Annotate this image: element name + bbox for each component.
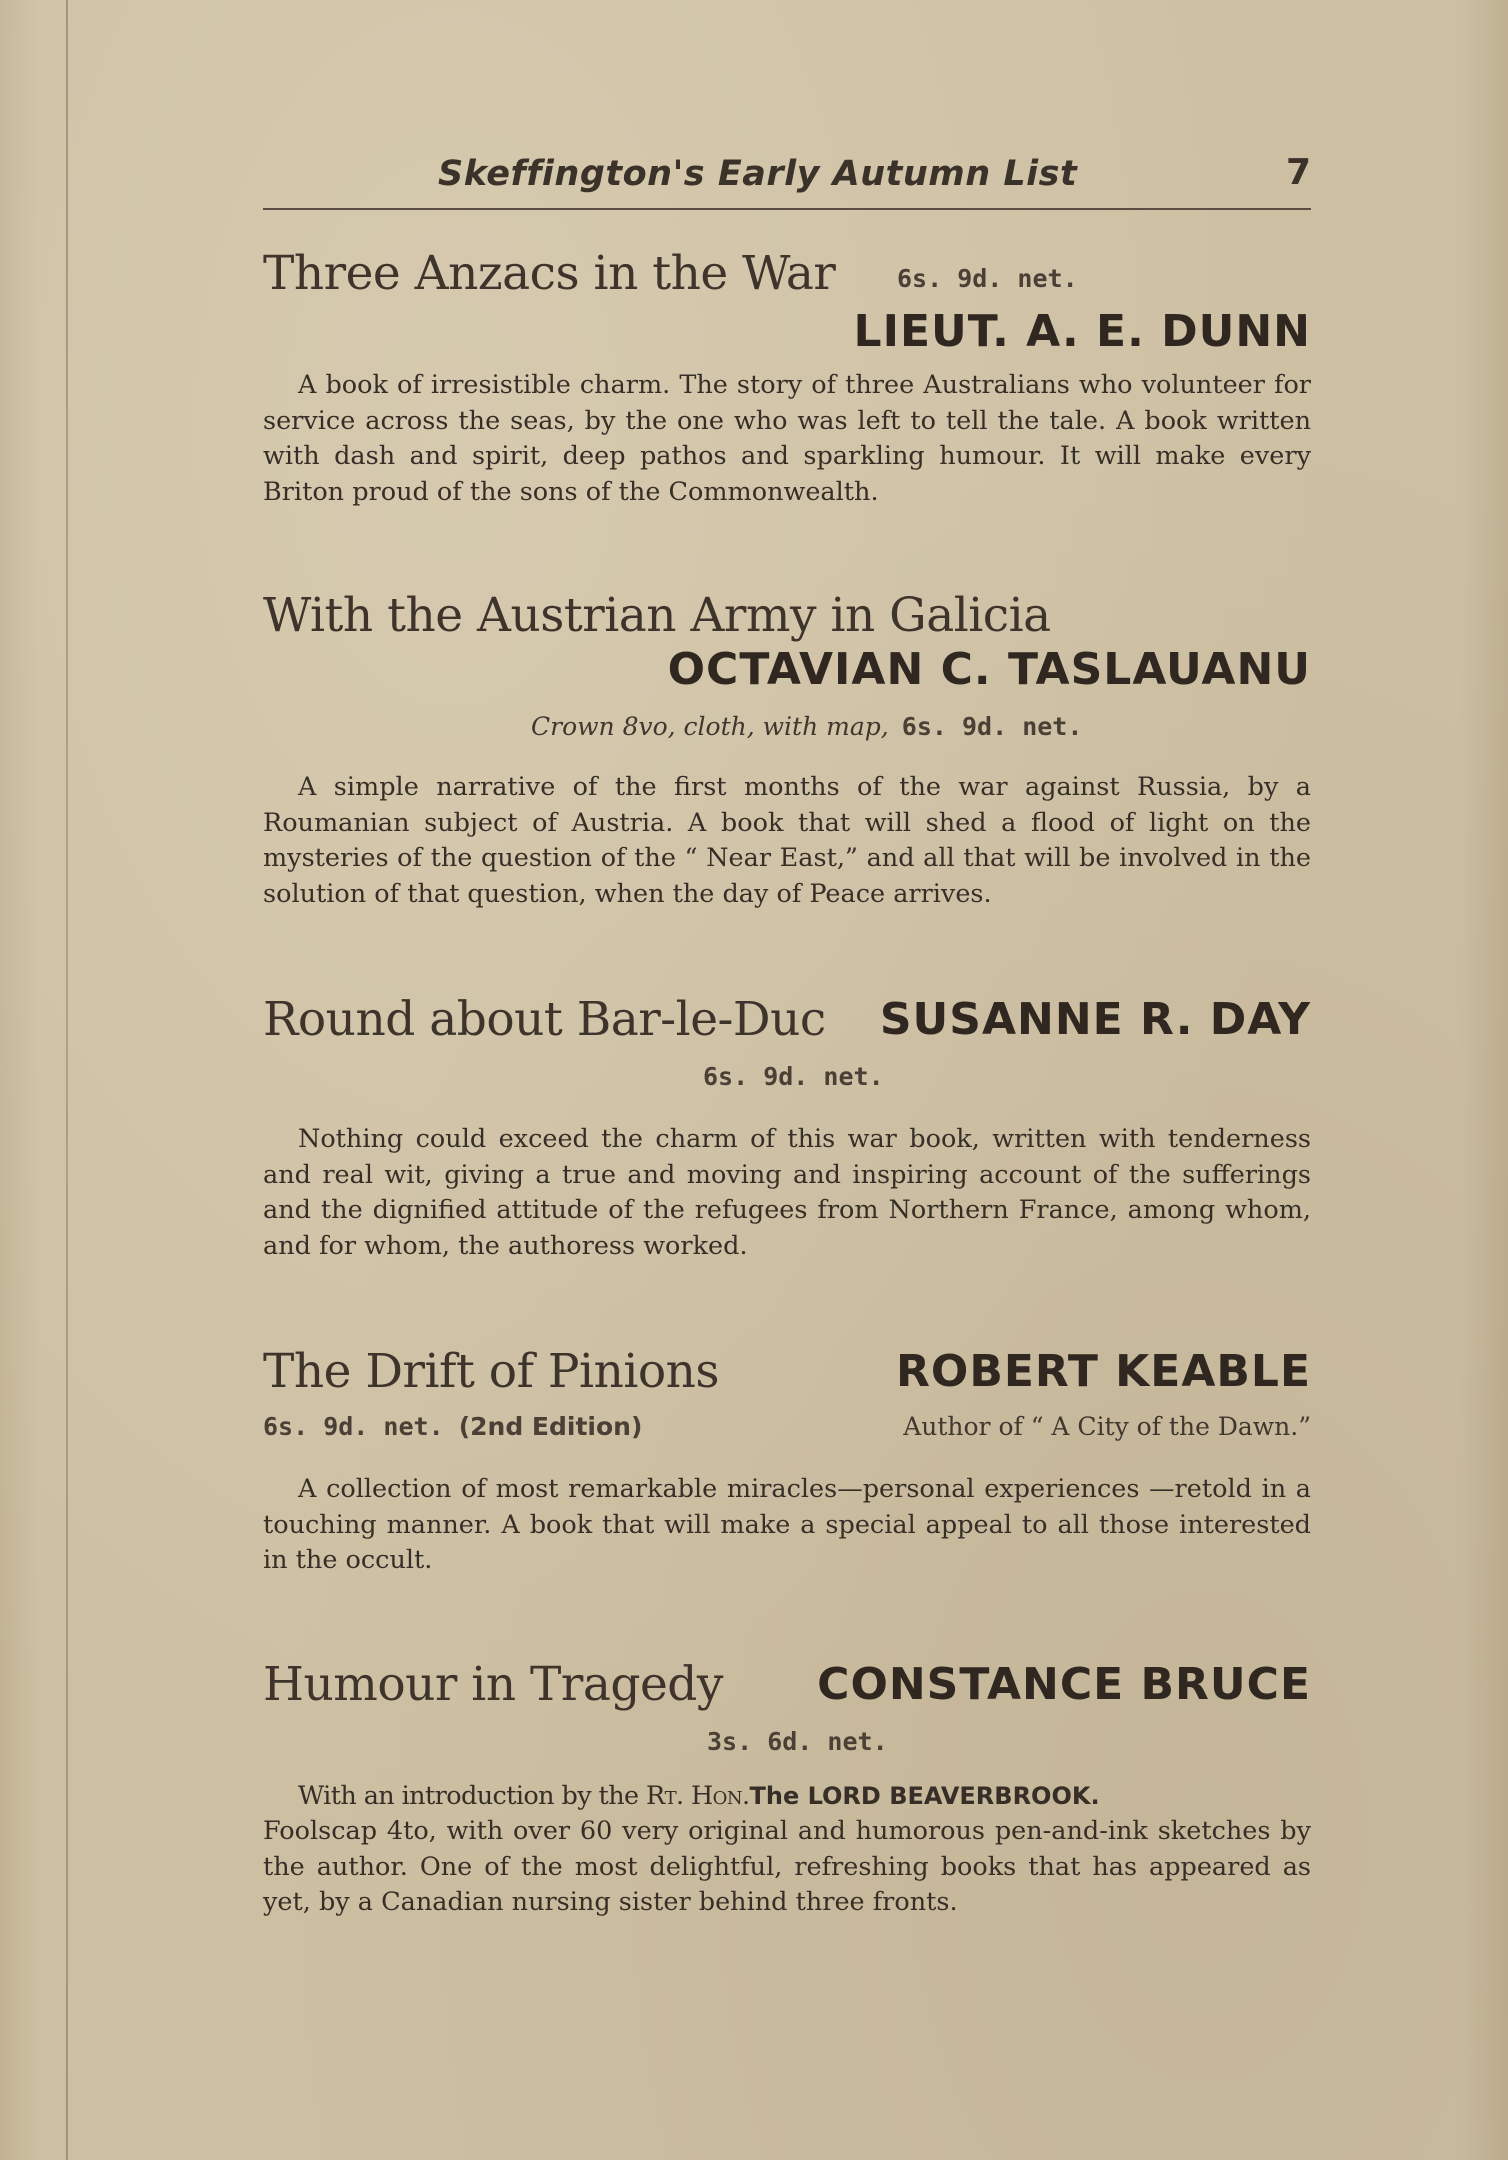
book-price: 6s. 9d. net. <box>897 264 1078 293</box>
book-price: 6s. 9d. net. <box>901 712 1083 741</box>
book-entry-drift-of-pinions <box>263 1344 1311 1579</box>
book-edition: (2nd Edition) <box>458 1412 643 1441</box>
running-head <box>263 148 1311 210</box>
book-description: A simple narrative of the first months of the war against Russia, by a Roumanian subject of Austria. A book that will shed a flood of light on the mysteries of the question of the “ Near East,” and all that will be involved in the solution of that question, when the day of Peace arrives. <box>263 772 1311 909</box>
book-title: Humour in Tragedy <box>263 1656 723 1712</box>
book-description: Foolscap 4to, with over 60 very original and humorous pen-and-ink sketches by the author. One of the most delightful, refreshing books that has appeared as yet, by a Canadian nursing sister behind three fronts. <box>263 1816 1311 1917</box>
book-description: Nothing could exceed the charm of this war book, written with tenderness and real wit, giving a true and moving and inspiring account of the sufferings and the dignified attitude of the refugees from Northern France, among whom, and for whom, the authoress worked. <box>263 1124 1311 1261</box>
introduction-honorific: Rt. Hon. <box>646 1780 750 1811</box>
book-introduction-line <box>263 1779 1311 1815</box>
book-price: 3s. 6d. net. <box>707 1726 888 1756</box>
book-price-line <box>263 1412 642 1441</box>
book-title: Three Anzacs in the War <box>263 246 836 301</box>
book-author: LIEUT. A. E. DUNN <box>853 306 1311 357</box>
book-description: A book of irresistible charm. The story of three Australians who volunteer for service across the seas, by the one who was left to tell the tale. A book written with dash and spirit, deep pathos and sparkling humour. It will make every Briton proud of the sons of the Commonwealth. <box>263 370 1311 507</box>
book-entry-humour-in-tragedy <box>263 1657 1311 1921</box>
introduction-name: The LORD BEAVERBROOK. <box>749 1781 1100 1810</box>
catalogue-page <box>263 148 1311 1921</box>
book-format-line <box>531 712 1082 741</box>
book-title: Round about Bar-le-Duc <box>263 992 826 1047</box>
book-description: A collection of most remarkable miracles—personal experiences —retold in a touching manner. A book that will make a special appeal to all those interested in the occult. <box>263 1474 1311 1575</box>
book-title: With the Austrian Army in Galicia <box>263 588 1051 643</box>
book-author-note: Author of “ A City of the Dawn.” <box>903 1412 1311 1441</box>
book-author: CONSTANCE BRUCE <box>817 1658 1311 1710</box>
running-head-title: Skeffington's Early Autumn List <box>438 154 1078 194</box>
book-entry-three-anzacs <box>263 246 1311 510</box>
introduction-text: With an introduction by the <box>298 1780 639 1811</box>
book-entry-bar-le-duc <box>263 992 1311 1264</box>
page-number: 7 <box>1285 152 1311 193</box>
book-author: ROBERT KEABLE <box>896 1346 1311 1397</box>
book-format: Crown 8vo, cloth, with map, <box>531 712 889 741</box>
book-price: 6s. 9d. net. <box>703 1062 884 1091</box>
book-title: The Drift of Pinions <box>263 1344 720 1399</box>
book-author: OCTAVIAN C. TASLAUANU <box>667 644 1311 695</box>
page-spine-edge <box>66 0 68 2160</box>
book-author: SUSANNE R. DAY <box>879 994 1311 1045</box>
book-entry-austrian-army <box>263 588 1311 912</box>
book-price: 6s. 9d. net. <box>263 1412 444 1441</box>
